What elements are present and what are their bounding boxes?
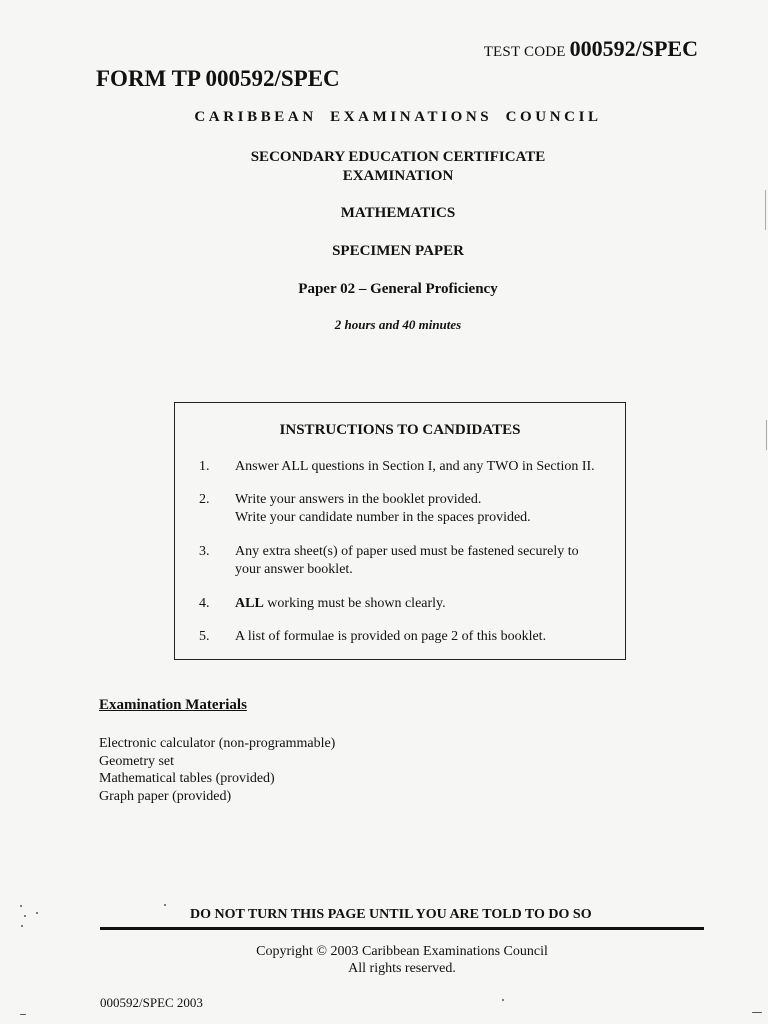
instruction-text	[235, 595, 607, 613]
instructions-box	[174, 402, 626, 660]
scan-speck	[502, 999, 504, 1001]
test-code-label: TEST CODE	[483, 44, 566, 60]
instruction-text-line1: Write your answers in the booklet provided.	[235, 492, 482, 507]
subject-title: MATHEMATICS	[340, 205, 456, 221]
instruction-text: Answer ALL questions in Section I, and any TWO in Section II.	[235, 459, 595, 474]
scan-speck	[36, 912, 38, 914]
scan-speck	[164, 904, 166, 906]
council-name: CARIBBEAN EXAMINATIONS COUNCIL	[194, 109, 602, 125]
certificate-title-line1: SECONDARY EDUCATION CERTIFICATE	[250, 149, 546, 165]
materials-item: Graph paper (provided)	[99, 788, 232, 804]
paper-type: SPECIMEN PAPER	[332, 243, 464, 259]
scan-speck	[24, 915, 26, 917]
copyright-notice	[0, 943, 768, 977]
exam-duration: 2 hours and 40 minutes	[334, 317, 462, 332]
materials-item: Geometry set	[99, 753, 175, 769]
paper-name: Paper 02 – General Proficiency	[298, 281, 498, 297]
footer-divider	[100, 927, 704, 930]
instruction-number: 5.	[199, 629, 210, 644]
scan-speck	[20, 905, 22, 907]
instruction-text-rest: working must be shown clearly.	[263, 596, 446, 611]
test-code-value: 000592/SPEC	[569, 36, 698, 61]
certificate-title-line2: EXAMINATION	[342, 168, 454, 184]
scan-edge-mark	[765, 190, 766, 230]
instruction-text: A list of formulae is provided on page 2 of this booklet.	[235, 629, 547, 644]
instruction-text-line2: your answer booklet.	[235, 562, 353, 577]
instruction-text	[235, 543, 607, 579]
materials-list	[99, 735, 335, 805]
do-not-turn-warning: DO NOT TURN THIS PAGE UNTIL YOU ARE TOLD TO DO SO	[190, 907, 592, 922]
instruction-number: 2.	[199, 492, 210, 507]
materials-item: Electronic calculator (non-programmable)	[99, 736, 336, 751]
scan-edge-mark	[766, 420, 767, 450]
instruction-text	[235, 491, 607, 527]
test-code	[484, 36, 698, 62]
copyright-line: Copyright © 2003 Caribbean Examinations Council	[256, 944, 548, 959]
scan-speck	[20, 1014, 26, 1015]
rights-line: All rights reserved.	[348, 961, 456, 976]
footer-code-year: 000592/SPEC 2003	[100, 995, 203, 1010]
materials-item: Mathematical tables (provided)	[99, 771, 275, 786]
instruction-emphasis: ALL	[235, 596, 264, 611]
instruction-number: 4.	[199, 596, 210, 611]
instruction-number: 3.	[199, 544, 210, 559]
certificate-title	[0, 148, 768, 186]
instruction-number: 1.	[199, 459, 210, 474]
scan-speck	[21, 925, 23, 927]
instructions-title: INSTRUCTIONS TO CANDIDATES	[279, 422, 521, 438]
form-number: FORM TP 000592/SPEC	[96, 66, 340, 91]
materials-heading: Examination Materials	[99, 697, 247, 713]
instruction-text-line1: Any extra sheet(s) of paper used must be fastened securely to	[235, 544, 579, 559]
instruction-text-line2: Write your candidate number in the spaces provided.	[235, 510, 531, 525]
scan-speck	[752, 1012, 762, 1013]
